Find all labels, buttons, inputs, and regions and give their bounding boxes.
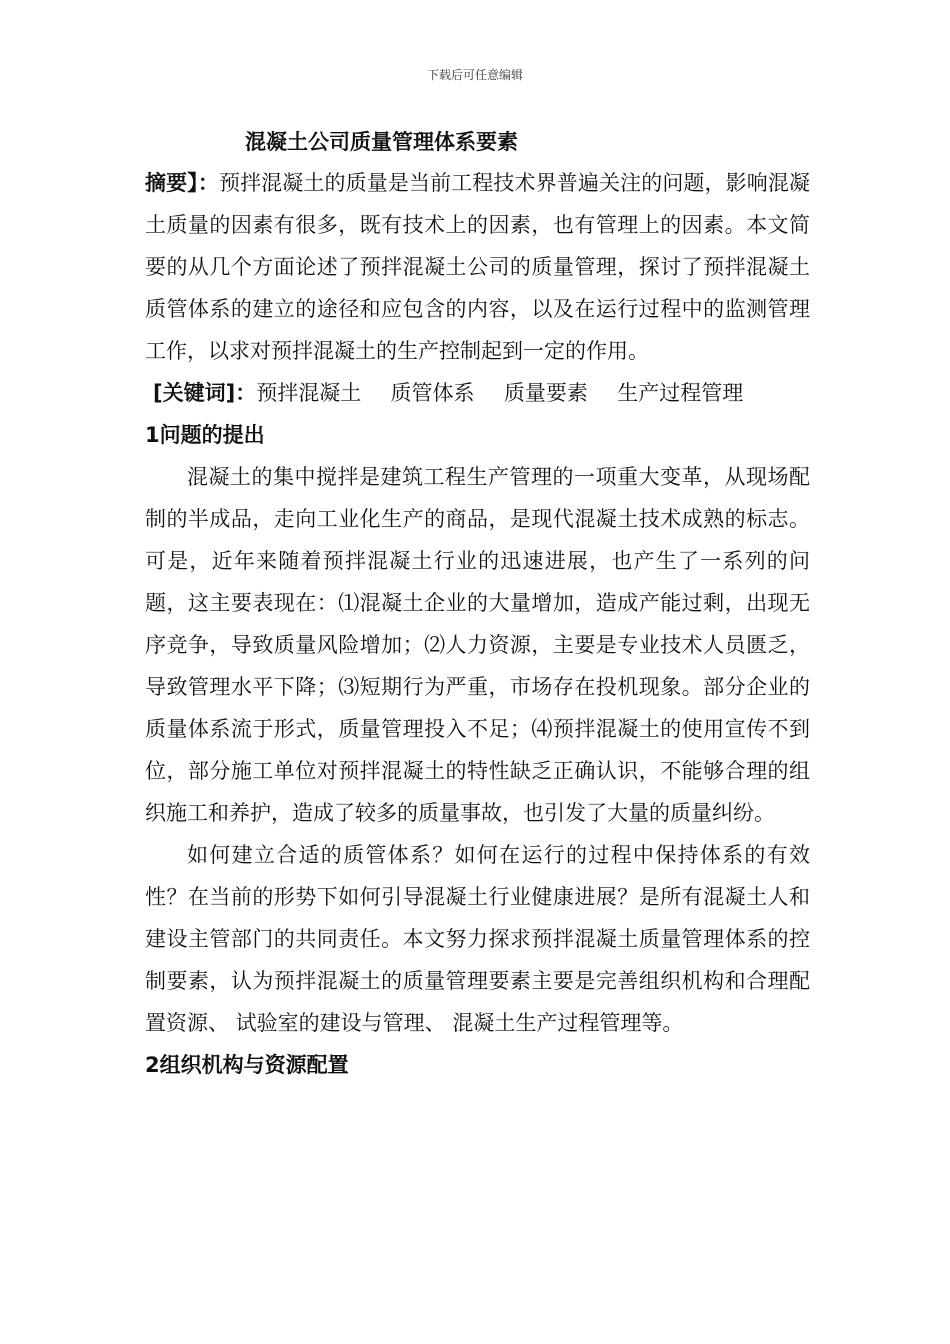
section-1-paragraph-2: 如何建立合适的质管体系？如何在运行的过程中保持体系的有效性？在当前的形势下如何引导混凝土行业健康进展？是所有混凝土人和建设主管部门的共同责任。本文努力探求预拌混凝土质量管理体系的控制要素，认为预拌混凝土的质量管理要素主要是完善组织机构和合理配置资源、 试验室的建设与管理、 混凝土生产过程管理等。 (145, 843, 810, 1035)
section-heading-1: 1问题的提出 (145, 423, 265, 447)
document-body (145, 122, 810, 1086)
section-1-paragraph-1: 混凝土的集中搅拌是建筑工程生产管理的一项重大变革，从现场配制的半成品，走向工业化生产的商品，是现代混凝土技术成熟的标志。可是，近年来随着预拌混凝土行业的迅速进展，也产生了一系列的问题，这主要表现在：⑴混凝土企业的大量增加，造成产能过剩，出现无序竞争，导致质量风险增加；⑵人力资源，主要是专业技术人员匮乏，导致管理水平下降；⑶短期行为严重，市场存在投机现象。部分企业的质量体系流于形式，质量管理投入不足；⑷预拌混凝土的使用宣传不到位，部分施工单位对预拌混凝土的特性缺乏正确认识，不能够合理的组织施工和养护，造成了较多的质量事故，也引发了大量的质量纠纷。 (145, 465, 810, 825)
keywords (145, 372, 810, 414)
header-note: 下载后可任意编辑 (426, 68, 523, 82)
document-title: 混凝土公司质量管理体系要素 (245, 130, 518, 154)
section-heading-2: 2组织机构与资源配置 (145, 1053, 349, 1077)
abstract-text: 预拌混凝土的质量是当前工程技术界普遍关注的问题，影响混凝土质量的因素有很多，既有技术上的因素，也有管理上的因素。本文简要的从几个方面论述了预拌混凝土公司的质量管理，探讨了预拌混凝土质管体系的建立的途径和应包含的内容，以及在运行过程中的监测管理工作，以求对预拌混凝土的生产控制起到一定的作用。 (145, 171, 810, 363)
keywords-text: 预拌混凝土 质管体系 质量要素 生产过程管理 (256, 381, 744, 405)
abstract-label: 摘要】： (145, 171, 219, 195)
abstract (145, 162, 810, 372)
keywords-label: [关键词]： (153, 381, 257, 405)
